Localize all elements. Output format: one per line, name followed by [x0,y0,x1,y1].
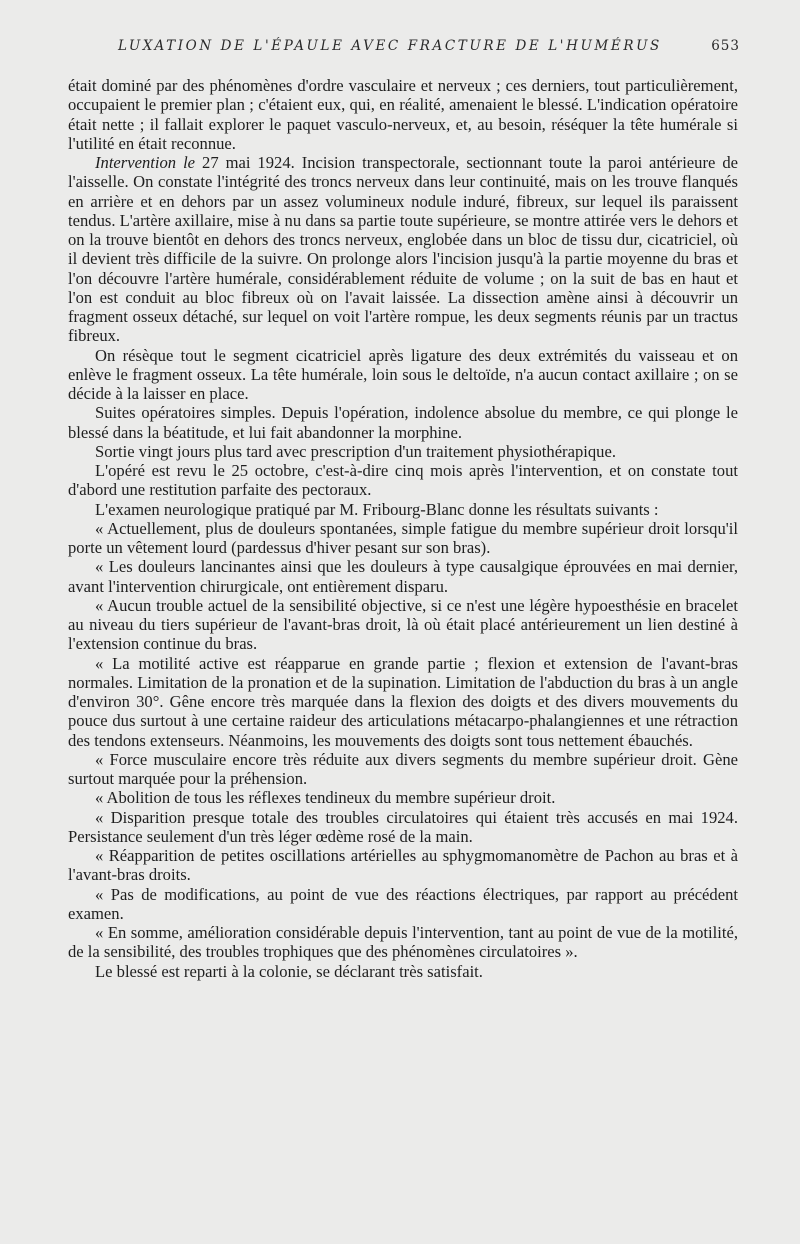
paragraph-text: L'examen neurologique pratiqué par M. Fribourg-Blanc donne les résultats suivants : [95,499,659,519]
paragraph [68,76,738,153]
quoted-paragraph [68,519,738,558]
paragraph [68,500,738,519]
paragraph-text: « Force musculaire encore très réduite aux divers segments du membre supérieur droit. Gène surtout marquée pour la préhension. [68,749,738,788]
paragraph-text: « Abolition de tous les réflexes tendineux du membre supérieur droit. [95,788,556,808]
paragraph [68,153,738,346]
paragraph [68,346,738,404]
paragraph [68,403,738,442]
paragraph [68,962,738,981]
quoted-paragraph [68,885,738,924]
paragraph-text: « La motilité active est réapparue en grande partie ; flexion et extension de l'avant-bras normales. Limitation de la pronation et de la supination. Limitation de l'abduction du bras à un angle d'environ 30°. Gêne encore très marquée dans la flexion des doigts et des divers mouvements du pouce dus surtout à une certaine raideur des articulations métacarpo-phalangiennes et une rétraction des tendons extenseurs. Néanmoins, les mouvements des doigts sont tous nettement ébauchés. [68,653,738,750]
paragraph-text: « Réapparition de petites oscillations artérielles au sphygmomanomètre de Pachon au bras et à l'avant-bras droits. [68,846,738,885]
paragraph-text: On résèque tout le segment cicatriciel après ligature des deux extrémités du vaisseau et on enlève le fragment osseux. La tête humérale, loin sous le deltoïde, n'a aucun contact axillaire ; on se décide à la laisser en place. [68,345,738,403]
paragraph-text: Le blessé est reparti à la colonie, se déclarant très satisfait. [95,961,483,981]
quoted-paragraph [68,557,738,596]
paragraph-text: « Pas de modifications, au point de vue des réactions électriques, par rapport au précédent examen. [68,884,738,923]
paragraph-text: était dominé par des phénomènes d'ordre vasculaire et nerveux ; ces derniers, tout particulièrement, occupaient le premier plan ; c'étaient eux, qui, en réalité, amenaient le blessé. L'indication opératoire était nette ; il fallait explorer le paquet vasculo-nerveux, et, au besoin, réséquer la tête humérale si l'utilité en était reconnue. [68,76,738,153]
quoted-paragraph [68,923,738,962]
paragraph-text: « Actuellement, plus de douleurs spontanées, simple fatigue du membre supérieur droit lorsqu'il porte un vêtement lourd (pardessus d'hiver pesant sur son bras). [68,518,738,557]
paragraph [68,461,738,500]
quoted-paragraph [68,750,738,789]
quoted-paragraph [68,596,738,654]
paragraph-text: L'opéré est revu le 25 octobre, c'est-à-dire cinq mois après l'intervention, et on constate tout d'abord une restitution parfaite des pectoraux. [68,461,738,500]
paragraph-lead: Intervention le [95,153,196,172]
paragraph [68,442,738,461]
quoted-paragraph [68,654,738,750]
quoted-paragraph [68,808,738,847]
paragraph-text: Suites opératoires simples. Depuis l'opération, indolence absolue du membre, ce qui plonge le blessé dans la béatitude, et lui fait abandonner la morphine. [68,403,738,442]
paragraph-text: « Aucun trouble actuel de la sensibilité objective, si ce n'est une légère hypoesthésie en bracelet au niveau du tiers supérieur de l'avant-bras droit, là où était placé antérieurement un lien destiné à l'extension continue du bras. [68,595,738,654]
quoted-paragraph [68,846,738,885]
paragraph-text: 27 mai 1924. Incision transpectorale, sectionnant toute la paroi antérieure de l'aisselle. On constate l'intégrité des troncs nerveux dans leur continuité, mais on les trouve flanqués en arrière et en dehors par un assez volumineux nodule induré, fibreux, sur lequel ils paraissent tendus. L'artère axillaire, mise à nu dans sa partie toute supérieure, se montre attirée vers le dehors et on la trouve bientôt en dehors des troncs nerveux, englobée dans un bloc de tissu dur, cicatriciel, où il devient très difficile de la suivre. On prolonge alors l'incision jusqu'à la partie moyenne du bras et l'on découvre l'artère humérale, considérablement réduite de volume ; on la suit de bas en haut et l'on est conduit au bloc fibreux où on l'avait laissée. La dissection amène ainsi à découvrir un fragment osseux détaché, sur lequel on voit l'artère rompue, les deux segments réunis par un tractus fibreux. [68,153,738,346]
paragraph-text: « Les douleurs lancinantes ainsi que les douleurs à type causalgique éprouvées en mai dernier, avant l'intervention chirurgicale, ont entièrement disparu. [68,557,738,596]
paragraph-text: Sortie vingt jours plus tard avec prescription d'un traitement physiothérapique. [95,441,616,461]
paragraph-text: « En somme, amélioration considérable depuis l'intervention, tant au point de vue de la motilité, de la sensibilité, des troubles trophiques que des phénomènes circulatoires ». [68,923,738,962]
page-number: 653 [711,38,740,54]
running-head [118,34,740,58]
paragraph-text: « Disparition presque totale des troubles circulatoires qui étaient très accusés en mai 1924. Persistance seulement d'un très léger œdème rosé de la main. [68,807,738,846]
quoted-paragraph [68,788,738,807]
body-text [68,76,738,981]
running-title: LUXATION DE L'ÉPAULE AVEC FRACTURE DE L'HUMÉRUS [118,38,662,54]
